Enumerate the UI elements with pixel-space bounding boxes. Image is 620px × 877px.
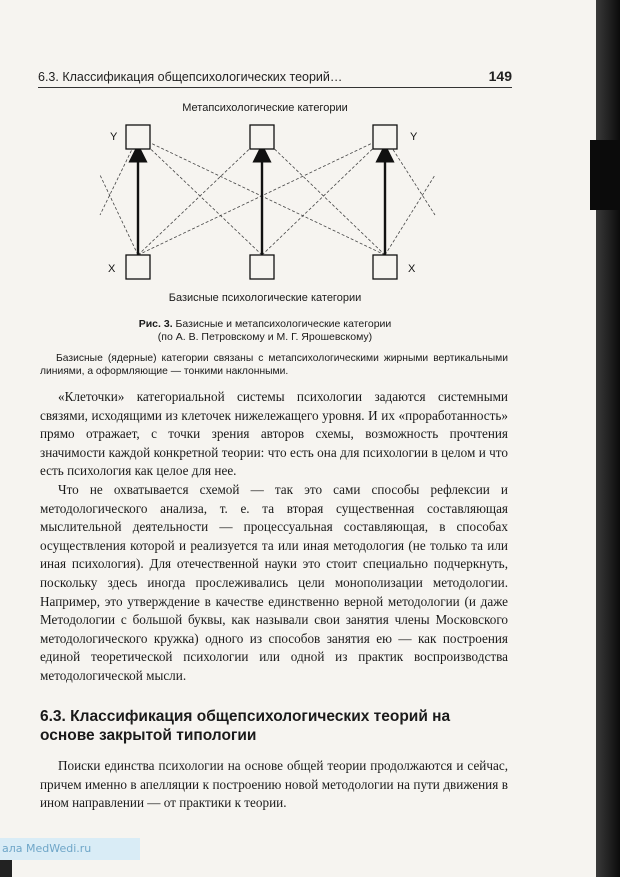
figure-bottom-label: Базисные психологические категории <box>168 292 362 304</box>
section-paragraph: Поиски единства психологии на основе общей теории продолжаются и сейчас, причем именно в апелляции к построению новой методологии на пути движения в ином направлении — от практики к теории. <box>40 758 508 811</box>
figure-caption <box>95 318 435 344</box>
body-paragraph: Что не охватывается схемой — так это сами способы рефлексии и методологического анализа, т. е. та вторая существенная составляющая мыслительной деятельности — процессуальная составляющая, в способах осуществления которой и реализуется та или иная методология (не только та или иная психология). Для отечественной науки это стоит специально подчеркнуть, поскольку здесь иногда прослеживались цели монополизации методологии. Например, это утверждение в качестве единственно верной методологии (и даже Методологии с большой буквы, как называли свои занятия члены Московского методологического кружка) одного из способов занятия ею — как построения единой теоретической психологии или одной из практик воспроизводства методологической мысли. <box>40 481 508 683</box>
category-diagram <box>90 115 450 295</box>
figure-note: Базисные (ядерные) категории связаны с метапсихологическими жирными вертикальными линиями, а оформляющие — тонкими наклонными. <box>40 353 508 377</box>
section-heading: 6.3. Классификация общепсихологических теорий на основе закрытой типологии <box>40 708 451 744</box>
x-label-left: X <box>108 263 116 275</box>
corner-mark <box>0 860 12 877</box>
meta-category-box <box>250 125 274 149</box>
diagonal-link <box>385 175 435 255</box>
caption-credit: (по А. В. Петровскому и М. Г. Ярошевскому) <box>157 331 373 343</box>
caption-text: Базисные и метапсихологические категории <box>175 318 392 330</box>
body-text <box>40 388 508 686</box>
meta-category-box <box>373 125 397 149</box>
meta-category-box <box>126 125 150 149</box>
section-text <box>40 757 508 813</box>
y-label-left: Y <box>110 131 118 143</box>
running-header <box>38 70 512 88</box>
y-label-right: Y <box>410 131 418 143</box>
page-number: 149 <box>488 68 512 84</box>
diagonal-link <box>100 175 138 255</box>
figure-top-label: Метапсихологические категории <box>182 102 348 114</box>
book-spine-shadow <box>596 0 620 877</box>
basic-category-box <box>373 255 397 279</box>
basic-category-box <box>250 255 274 279</box>
watermark: ала MedWedi.ru <box>0 838 140 860</box>
running-header-title: 6.3. Классификация общепсихологических теорий… <box>38 70 343 84</box>
vertical-arrows <box>138 153 385 255</box>
basic-category-box <box>126 255 150 279</box>
caption-label: Рис. 3. <box>138 318 173 330</box>
book-spine-notch <box>590 140 620 210</box>
body-paragraph: «Клеточки» категориальной системы психологии задаются системными связями, исходящими из клеточек нижележащего уровня. И их «проработанность» прямо отражает, с точки зрения авторов схемы, возможность прочтения значимости каждой конкретной теории: что есть она для психологии в целом и что есть психология как целое для нее. <box>40 389 508 479</box>
x-label-right: X <box>408 263 416 275</box>
